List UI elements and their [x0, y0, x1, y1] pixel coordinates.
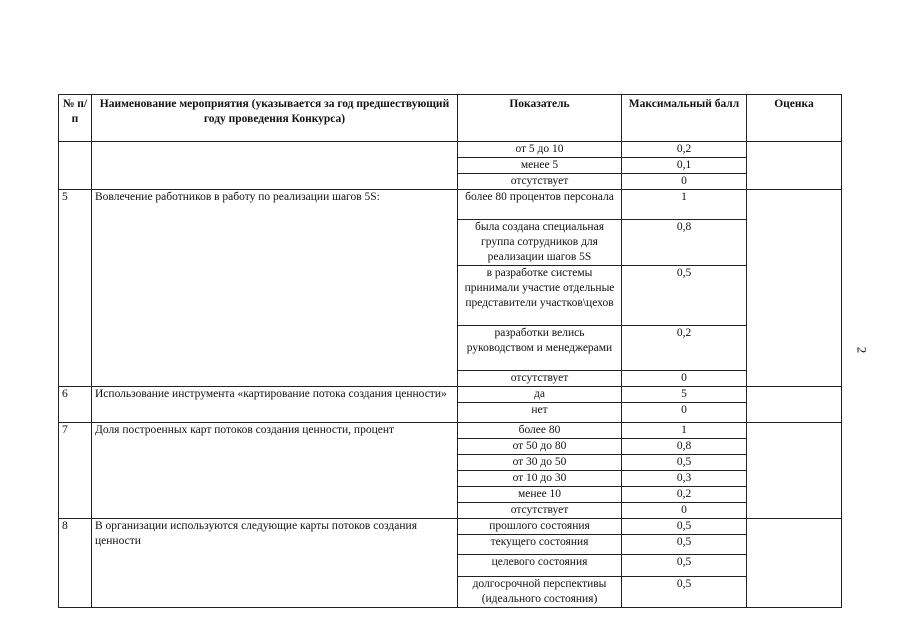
num-cell: 5: [59, 190, 92, 387]
max-score-cell: 0,2: [622, 487, 747, 503]
max-score-cell: 0,2: [622, 326, 747, 371]
indicator-cell: текущего состояния: [458, 535, 622, 555]
num-cell: 7: [59, 423, 92, 519]
header-row: [59, 95, 842, 142]
indicator-cell: менее 5: [458, 158, 622, 174]
indicator-cell: отсутствует: [458, 371, 622, 387]
header-score: Оценка: [747, 95, 842, 142]
table-row: [59, 142, 842, 158]
criteria-table: [58, 94, 842, 608]
score-cell: [747, 387, 842, 423]
max-score-cell: 0,1: [622, 158, 747, 174]
score-cell: [747, 142, 842, 190]
num-cell: 8: [59, 519, 92, 608]
indicator-cell: прошлого состояния: [458, 519, 622, 535]
indicator-cell: более 80: [458, 423, 622, 439]
table-row: [59, 387, 842, 403]
indicator-cell: да: [458, 387, 622, 403]
name-cell: Доля построенных карт потоков создания ценности, процент: [92, 423, 458, 519]
max-score-cell: 0,5: [622, 535, 747, 555]
score-cell: [747, 519, 842, 608]
indicator-cell: от 50 до 80: [458, 439, 622, 455]
indicator-cell: целевого состояния: [458, 555, 622, 577]
max-score-cell: 1: [622, 190, 747, 220]
max-score-cell: 1: [622, 423, 747, 439]
max-score-cell: 0,5: [622, 519, 747, 535]
header-indicator: Показатель: [458, 95, 622, 142]
indicator-cell: отсутствует: [458, 503, 622, 519]
indicator-cell: отсутствует: [458, 174, 622, 190]
page-number: 2: [854, 346, 870, 354]
indicator-cell: более 80 процентов персонала: [458, 190, 622, 220]
indicator-cell: от 10 до 30: [458, 471, 622, 487]
max-score-cell: 0,5: [622, 577, 747, 608]
score-cell: [747, 423, 842, 519]
name-cell: В организации используются следующие карты потоков создания ценности: [92, 519, 458, 608]
indicator-cell: в разработке системы принимали участие отдельные представители участков\цехов: [458, 266, 622, 326]
max-score-cell: 0: [622, 403, 747, 423]
indicator-cell: нет: [458, 403, 622, 423]
header-name: Наименование мероприятия (указывается за год предшествующий году проведения Конкурса): [92, 95, 458, 142]
indicator-cell: долгосрочной перспективы (идеального состояния): [458, 577, 622, 608]
indicator-cell: менее 10: [458, 487, 622, 503]
max-score-cell: 0,5: [622, 266, 747, 326]
max-score-cell: 0: [622, 174, 747, 190]
score-cell: [747, 190, 842, 387]
max-score-cell: 0,8: [622, 439, 747, 455]
table-row: [59, 423, 842, 439]
max-score-cell: 0,8: [622, 220, 747, 266]
num-cell: [59, 142, 92, 190]
max-score-cell: 0,3: [622, 471, 747, 487]
indicator-cell: от 30 до 50: [458, 455, 622, 471]
max-score-cell: 0,5: [622, 555, 747, 577]
table-row: [59, 519, 842, 535]
name-cell: Вовлечение работников в работу по реализации шагов 5S:: [92, 190, 458, 387]
table-row: [59, 190, 842, 220]
name-cell: Использование инструмента «картирование потока создания ценности»: [92, 387, 458, 423]
header-max-score: Максимальный балл: [622, 95, 747, 142]
max-score-cell: 0: [622, 503, 747, 519]
indicator-cell: была создана специальная группа сотрудников для реализации шагов 5S: [458, 220, 622, 266]
header-num: № п/п: [59, 95, 92, 142]
num-cell: 6: [59, 387, 92, 423]
max-score-cell: 5: [622, 387, 747, 403]
max-score-cell: 0,5: [622, 455, 747, 471]
indicator-cell: разработки велись руководством и менеджерами: [458, 326, 622, 371]
max-score-cell: 0: [622, 371, 747, 387]
max-score-cell: 0,2: [622, 142, 747, 158]
name-cell: [92, 142, 458, 190]
indicator-cell: от 5 до 10: [458, 142, 622, 158]
